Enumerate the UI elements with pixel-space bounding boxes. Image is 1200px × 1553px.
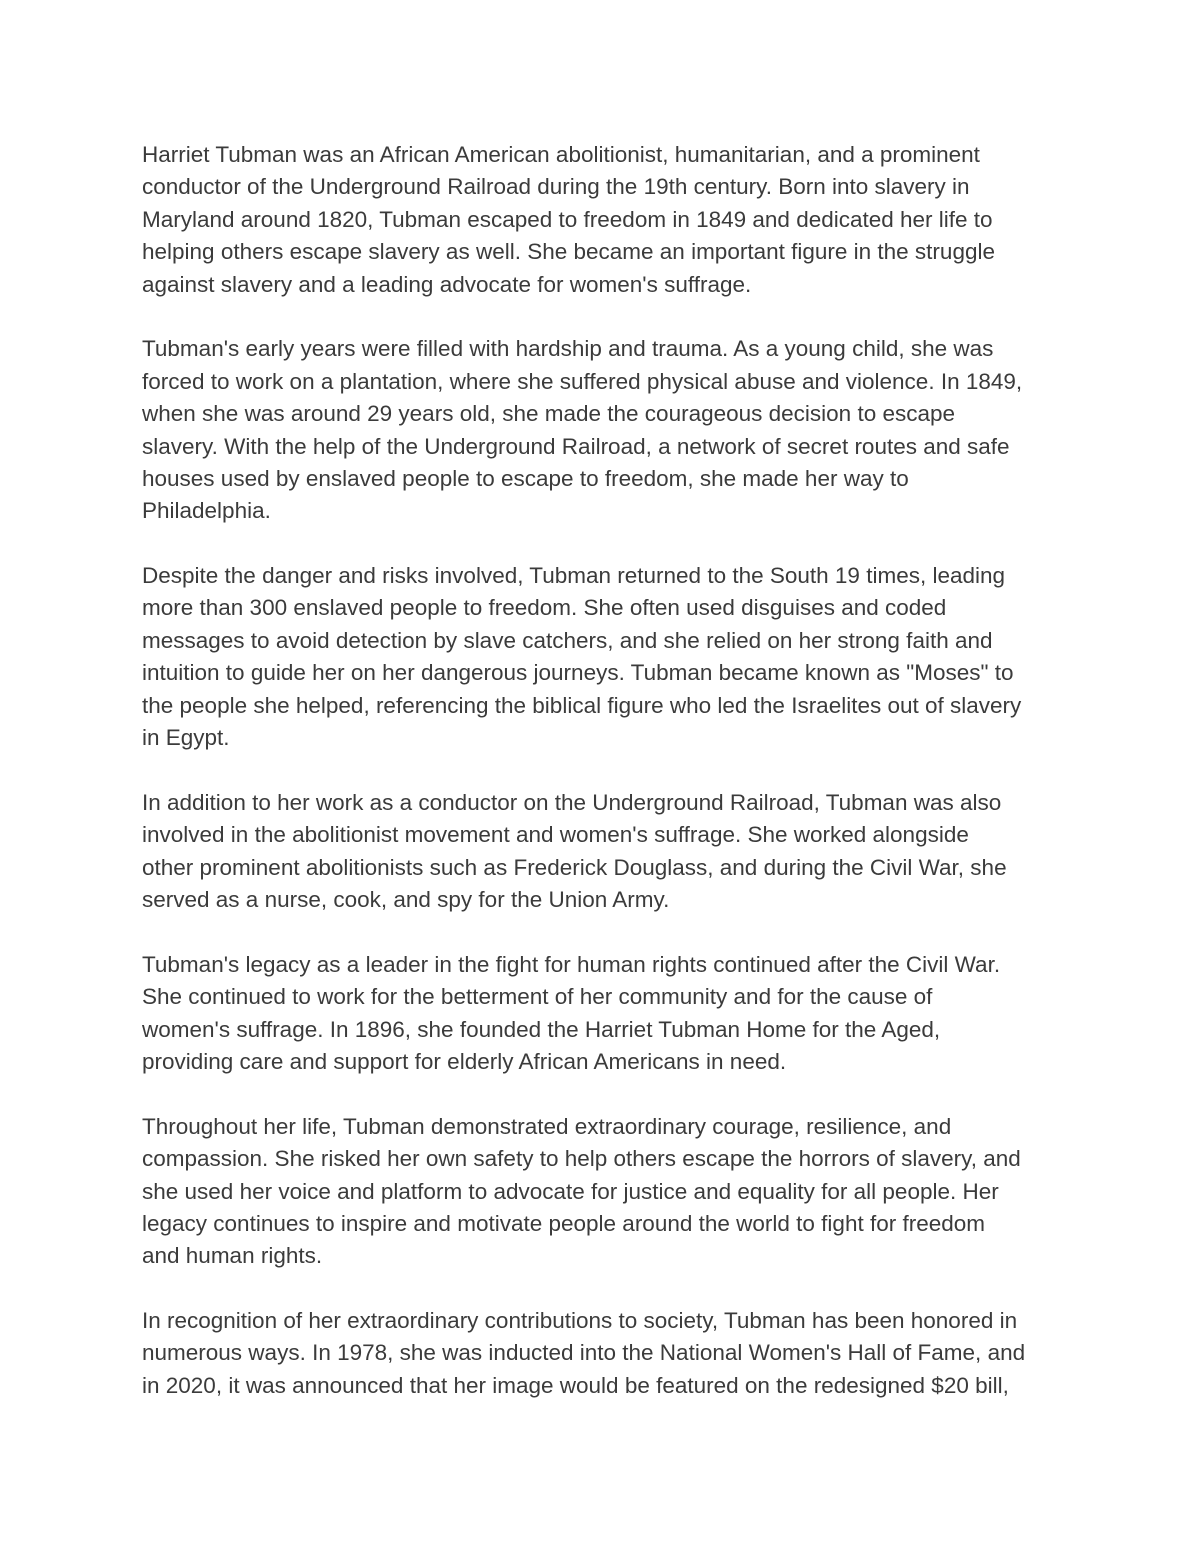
text-line: providing care and support for elderly African Americans in need. — [142, 1048, 787, 1074]
text-line: Despite the danger and risks involved, Tubman returned to the South 19 times, leading — [142, 563, 1006, 589]
text-line: helping others escape slavery as well. She became an important figure in the struggle — [142, 239, 995, 265]
text-line: Tubman's early years were filled with hardship and trauma. As a young child, she was — [142, 336, 994, 362]
text-line: and human rights. — [142, 1243, 323, 1269]
text-line: in Egypt. — [142, 725, 230, 751]
text-line: Harriet Tubman was an African American abolitionist, humanitarian, and a prominent — [142, 142, 980, 167]
text-line: legacy continues to inspire and motivate people around the world to fight for freedom — [142, 1210, 986, 1236]
document-body — [142, 139, 1072, 1435]
paragraph-1 — [142, 139, 1072, 301]
text-line: she used her voice and platform to advocate for justice and equality for all people. Her — [142, 1178, 999, 1204]
text-line: more than 300 enslaved people to freedom. She often used disguises and coded — [142, 595, 947, 621]
text-line: intuition to guide her on her dangerous journeys. Tubman became known as "Moses" to — [142, 660, 1014, 686]
text-line: the people she helped, referencing the biblical figure who led the Israelites out of slavery — [142, 692, 1022, 718]
paragraph-3 — [142, 560, 1072, 754]
text-line: women's suffrage. In 1896, she founded the Harriet Tubman Home for the Aged, — [142, 1016, 941, 1042]
text-line: slavery. With the help of the Underground Railroad, a network of secret routes and safe — [142, 433, 1010, 459]
text-line: houses used by enslaved people to escape to freedom, she made her way to — [142, 465, 909, 491]
text-line: conductor of the Underground Railroad during the 19th century. Born into slavery in — [142, 174, 970, 200]
text-line: when she was around 29 years old, she made the courageous decision to escape — [142, 401, 956, 427]
paragraph-6 — [142, 1111, 1072, 1273]
text-line: Tubman's legacy as a leader in the fight for human rights continued after the Civil War. — [142, 951, 1001, 977]
paragraph-5 — [142, 949, 1072, 1079]
text-line: Throughout her life, Tubman demonstrated extraordinary courage, resilience, and — [142, 1113, 952, 1139]
text-line: messages to avoid detection by slave catchers, and she relied on her strong faith and — [142, 627, 993, 653]
paragraph-7 — [142, 1305, 1072, 1402]
text-line: Maryland around 1820, Tubman escaped to freedom in 1849 and dedicated her life to — [142, 206, 993, 232]
text-line: In addition to her work as a conductor on the Underground Railroad, Tubman was also — [142, 789, 1002, 815]
text-line: compassion. She risked her own safety to help others escape the horrors of slavery, and — [142, 1146, 1021, 1172]
text-line: served as a nurse, cook, and spy for the Union Army. — [142, 886, 670, 912]
text-line: Philadelphia. — [142, 498, 271, 524]
text-line: other prominent abolitionists such as Frederick Douglass, and during the Civil War, she — [142, 854, 1007, 880]
text-line: numerous ways. In 1978, she was inducted into the National Women's Hall of Fame, and — [142, 1340, 1026, 1366]
paragraph-2 — [142, 333, 1072, 527]
text-line: against slavery and a leading advocate for women's suffrage. — [142, 271, 752, 297]
text-line: In recognition of her extraordinary contributions to society, Tubman has been honored in — [142, 1308, 1018, 1334]
text-line: She continued to work for the betterment of her community and for the cause of — [142, 984, 933, 1010]
text-line: involved in the abolitionist movement and women's suffrage. She worked alongside — [142, 822, 969, 848]
text-line: in 2020, it was announced that her image would be featured on the redesigned $20 bill, — [142, 1372, 1009, 1398]
paragraph-4 — [142, 787, 1072, 917]
text-line: forced to work on a plantation, where she suffered physical abuse and violence. In 1849, — [142, 368, 1023, 394]
